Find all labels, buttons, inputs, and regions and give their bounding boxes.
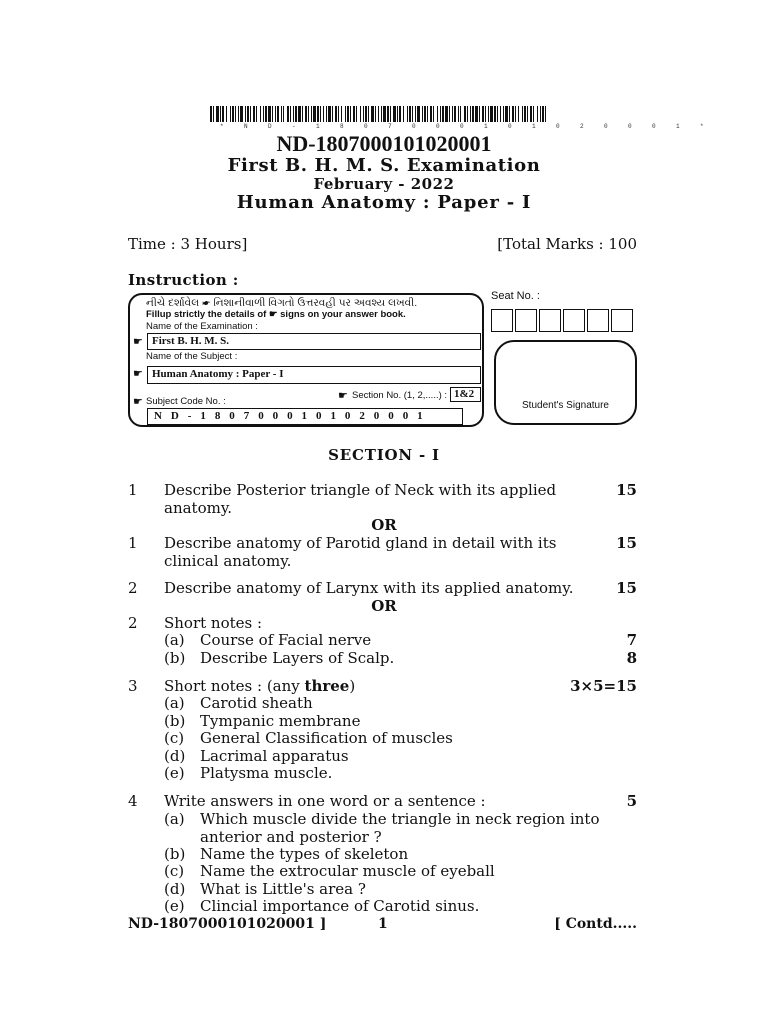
sub-question-label: (a) — [164, 694, 185, 712]
question-number: 4 — [128, 792, 138, 810]
footer-paper-code: ND-1807000101020001 ] — [128, 916, 327, 932]
sub-question-text: Clincial importance of Carotid sinus. — [200, 897, 480, 915]
or-separator: OR — [371, 597, 397, 615]
seat-no-boxes — [491, 309, 633, 332]
question-text — [164, 678, 574, 696]
or-separator: OR — [371, 516, 397, 534]
question-number: 2 — [128, 614, 138, 632]
section-title: SECTION - I — [328, 446, 440, 464]
sub-question-text: Lacrimal apparatus — [200, 747, 349, 765]
sub-question-text: Which muscle divide the triangle in neck region into anterior and posterior ? — [200, 810, 600, 846]
subject-code-value: N D - 1 8 0 7 0 0 0 1 0 1 0 2 0 0 0 1 — [154, 410, 426, 422]
subject-name-value: Human Anatomy : Paper - I — [152, 368, 284, 380]
signature-box — [494, 340, 637, 425]
subject-title: Human Anatomy : Paper - I — [236, 192, 532, 213]
sub-question-text: Carotid sheath — [200, 694, 313, 712]
section-no-value: 1&2 — [454, 388, 475, 400]
question-marks: 15 — [616, 481, 637, 499]
sub-question-text: Platysma muscle. — [200, 764, 333, 782]
sub-question-text: Describe Layers of Scalp. — [200, 649, 395, 667]
question-text-part: ) — [349, 677, 356, 695]
sub-question-marks: 7 — [626, 631, 637, 649]
instruction-label: Instruction : — [128, 271, 239, 289]
section-no-label: Section No. (1, 2,.....) : — [352, 390, 448, 401]
question-text: Describe anatomy of Larynx with its applied anatomy. — [164, 579, 574, 597]
question-marks: 5 — [626, 792, 637, 810]
footer-page-number: 1 — [378, 916, 388, 932]
sub-question-label: (e) — [164, 764, 185, 782]
barcode — [210, 106, 548, 122]
subject-code-label: Subject Code No. : — [146, 396, 226, 407]
question-marks: 15 — [616, 579, 637, 597]
pointing-hand-icon: ☛ — [338, 389, 348, 402]
sub-question-label: (d) — [164, 880, 186, 898]
question-text: Describe Posterior triangle of Neck with its applied anatomy. — [164, 481, 557, 517]
seat-digit-box — [563, 309, 585, 332]
seat-digit-box — [539, 309, 561, 332]
question-number: 1 — [128, 534, 138, 552]
sub-question-label: (d) — [164, 747, 186, 765]
seat-digit-box — [491, 309, 513, 332]
seat-no-label: Seat No. : — [491, 290, 540, 302]
question-marks: 15 — [616, 534, 637, 552]
section-no-field — [450, 387, 481, 402]
seat-digit-box — [515, 309, 537, 332]
pointing-hand-icon: ☛ — [133, 335, 143, 348]
sub-question-label: (b) — [164, 712, 186, 730]
total-marks-label: [Total Marks : 100 — [497, 235, 637, 253]
question-number: 1 — [128, 481, 138, 499]
sub-question-text: Tympanic membrane — [200, 712, 361, 730]
fillup-instruction: Fillup strictly the details of ☛ signs on your answer book. — [146, 309, 406, 320]
subject-name-label: Name of the Subject : — [146, 351, 238, 362]
exam-date: February - 2022 — [313, 175, 455, 193]
paper-code: ND-1807000101020001 — [276, 131, 492, 156]
sub-question-text: General Classification of muscles — [200, 729, 453, 747]
pointing-hand-icon: ☛ — [133, 395, 143, 408]
sub-question-text: Course of Facial nerve — [200, 631, 372, 649]
sub-question-label: (a) — [164, 631, 185, 649]
sub-question-label: (a) — [164, 810, 185, 828]
question-text-part: Short notes : (any — [164, 677, 305, 695]
question-number: 2 — [128, 579, 138, 597]
sub-question-label: (c) — [164, 729, 185, 747]
sub-question-text: What is Little's area ? — [200, 880, 366, 898]
question-text: Write answers in one word or a sentence : — [164, 792, 486, 810]
sub-question-label: (b) — [164, 649, 186, 667]
pointing-hand-icon: ☛ — [133, 367, 143, 380]
seat-digit-box — [587, 309, 609, 332]
question-number: 3 — [128, 677, 138, 695]
instruction-box — [128, 293, 484, 427]
footer-continued: [ Contd..... — [554, 916, 637, 932]
question-marks: 3×5=15 — [570, 677, 637, 695]
question-text: Short notes : — [164, 614, 263, 632]
sub-question-text: Name the extrocular muscle of eyeball — [200, 862, 495, 880]
exam-name-value: First B. H. M. S. — [152, 335, 229, 347]
exam-name-label: Name of the Examination : — [146, 321, 258, 332]
signature-label: Student's Signature — [522, 400, 609, 411]
subject-name-field — [147, 366, 481, 384]
question-text-emphasis: three — [304, 677, 350, 695]
sub-question-label: (c) — [164, 862, 185, 880]
time-label: Time : 3 Hours] — [128, 235, 248, 253]
exam-name-field — [147, 333, 481, 350]
sub-question-marks: 8 — [626, 649, 637, 667]
question-text: Describe anatomy of Parotid gland in detail with its clinical anatomy. — [164, 534, 557, 570]
subject-code-field — [147, 408, 463, 425]
seat-digit-box — [611, 309, 633, 332]
sub-question-label: (b) — [164, 845, 186, 863]
exam-title: First B. H. M. S. Examination — [227, 155, 541, 176]
sub-question-label: (e) — [164, 897, 185, 915]
gujarati-instruction: નીચે દર્શાવેલ ☛ નિશાનીવાળી વિગતો ઉત્તરવહી પર અવશ્ય લખવી. — [146, 297, 418, 309]
sub-question-text: Name the types of skeleton — [200, 845, 409, 863]
barcode-digits: * N D - 1 8 0 7 0 0 0 1 0 1 0 2 0 0 0 1 * — [220, 123, 713, 130]
